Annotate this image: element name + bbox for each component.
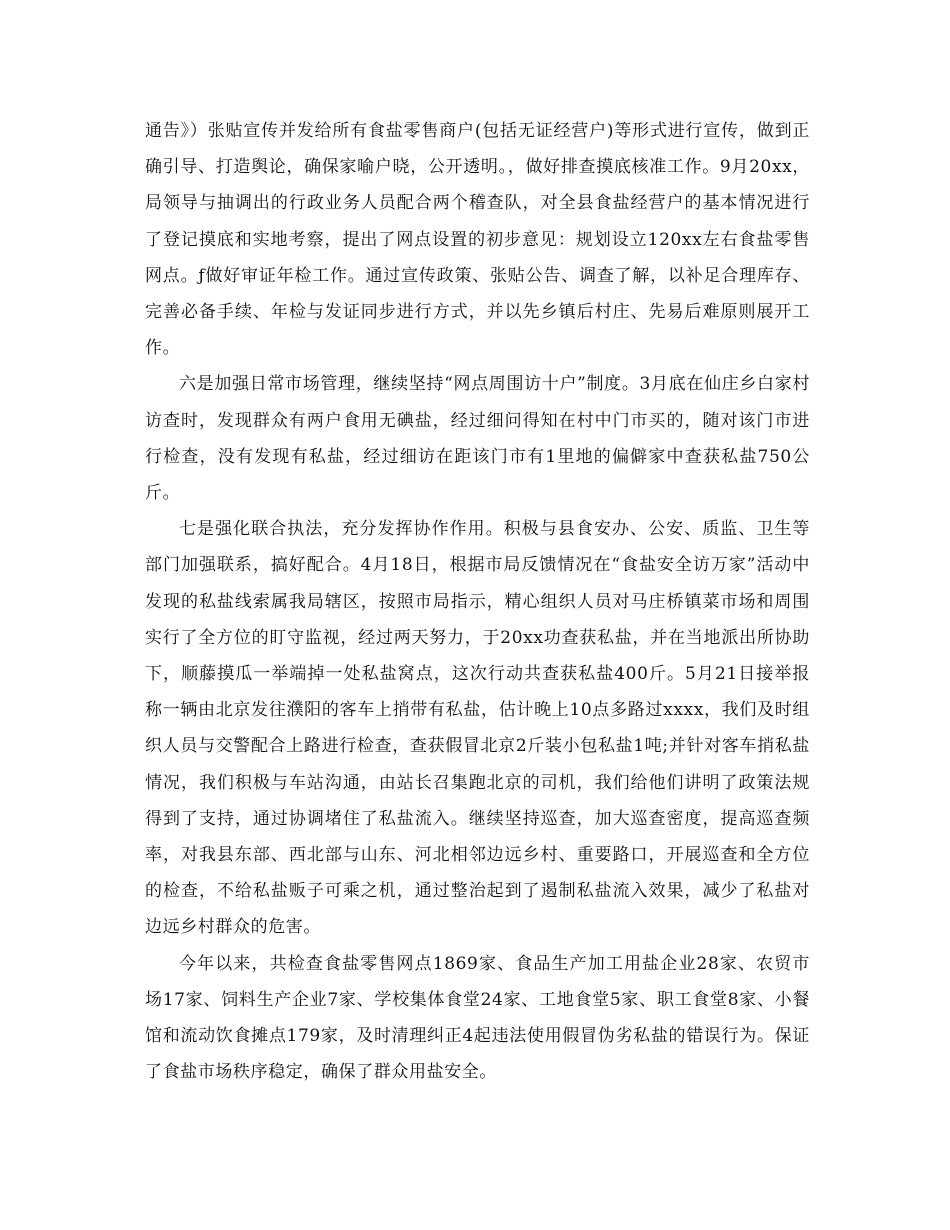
document-body [145, 113, 810, 1090]
paragraph-continued-notice: 通告》）张贴宣传并发给所有食盐零售商户(包括无证经营户)等形式进行宣传，做到正确引导、打造舆论，确保家喻户晓，公开透明。，做好排查摸底核准工作。9月20xx，局领导与抽调出的行政业务人员配合两个稽查队，对全县食盐经营户的基本情况进行了登记摸底和实地考察，提出了网点设置的初步意见：规划设立120xx左右食盐零售网点。ƒ做好审证年检工作。通过宣传政策、张贴公告、调查了解，以补足合理库存、完善必备手续、年检与发证同步进行方式，并以先乡镇后村庄、先易后难原则展开工作。 [145, 121, 810, 359]
paragraph-market-management: 六是加强日常市场管理，继续坚持“网点周围访十户”制度。3月底在仙庄乡白家村访查时，发现群众有两户食用无碘盐，经过细问得知在村中门市买的，随对该门市进行检查，没有发现有私盐，经过细访在距该门市有1里地的偏僻家中查获私盐750公斤。 [145, 374, 810, 504]
paragraph-joint-enforcement: 七是强化联合执法，充分发挥协作作用。积极与县食安办、公安、质监、卫生等部门加强联系，搞好配合。4月18日，根据市局反馈情况在“食盐安全访万家”活动中发现的私盐线索属我局辖区，按照市局指示，精心组织人员对马庄桥镇菜市场和周围实行了全方位的盯守监视，经过两天努力，于20xx功查获私盐，并在当地派出所协助下，顺藤摸瓜一举端掉一处私盐窝点，这次行动共查获私盐400斤。5月21日接举报称一辆由北京发往濮阳的客车上捎带有私盐，估计晚上10点多路过xxxx，我们及时组织人员与交警配合上路进行检查，查获假冒北京2斤装小包私盐1吨;并针对客车捎私盐情况，我们积极与车站沟通，由站长召集跑北京的司机，我们给他们讲明了政策法规得到了支持，通过协调堵住了私盐流入。继续坚持巡查，加大巡查密度，提高巡查频率，对我县东部、西北部与山东、河北相邻边远乡村、重要路口，开展巡查和全方位的检查，不给私盐贩子可乘之机，通过整治起到了遏制私盐流入效果，减少了私盐对边远乡村群众的危害。 [145, 519, 810, 938]
paragraph-inspection-summary: 今年以来，共检查食盐零售网点1869家、食品生产加工用盐企业28家、农贸市场17家、饲料生产企业7家、学校集体食堂24家、工地食堂5家、职工食堂8家、小餐馆和流动饮食摊点179家，及时清理纠正4起违法使用假冒伪劣私盐的错误行为。保证了食盐市场秩序稳定，确保了群众用盐安全。 [145, 953, 810, 1083]
